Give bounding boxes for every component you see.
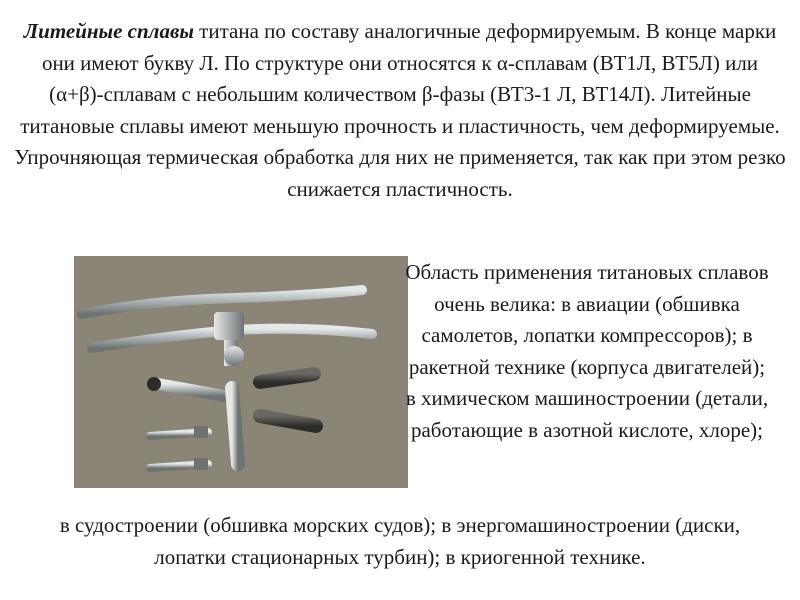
- titanium-parts-photo: [74, 256, 408, 488]
- titanium-handlebar-parts-image: [74, 256, 408, 488]
- applications-continued-paragraph: в судостроении (обшивка морских судов); в энергомашиностроении (диски, лопатки стационарных турбин); в криогенной технике.: [59, 513, 741, 569]
- cast-alloys-term: Литейные сплавы: [23, 19, 194, 43]
- applications-paragraph: Область применения титановых сплавов очень велика: в авиации (обшивка самолетов, лопатки компрессоров); в ракетной технике (корпуса двигателей); в химическом машиностроении (детали, работающие в азотной кислоте, хлоре);: [405, 260, 769, 442]
- intro-paragraph-text: титана по составу аналогичные деформируемым. В конце марки они имеют букву Л. По структуре они относятся к α-сплавам (ВТ1Л, ВТ5Л) или (α+β)-сплавам с небольшим количеством β-фазы (ВТ3-1 Л, ВТ14Л). Литейные титановые сплавы имеют меньшую прочность и пластичность, чем деформируемые. Упрочняющая термическая обработка для них не применяется, так как при этом резко снижается пластичность.: [14, 19, 786, 201]
- intro-paragraph: [14, 16, 786, 205]
